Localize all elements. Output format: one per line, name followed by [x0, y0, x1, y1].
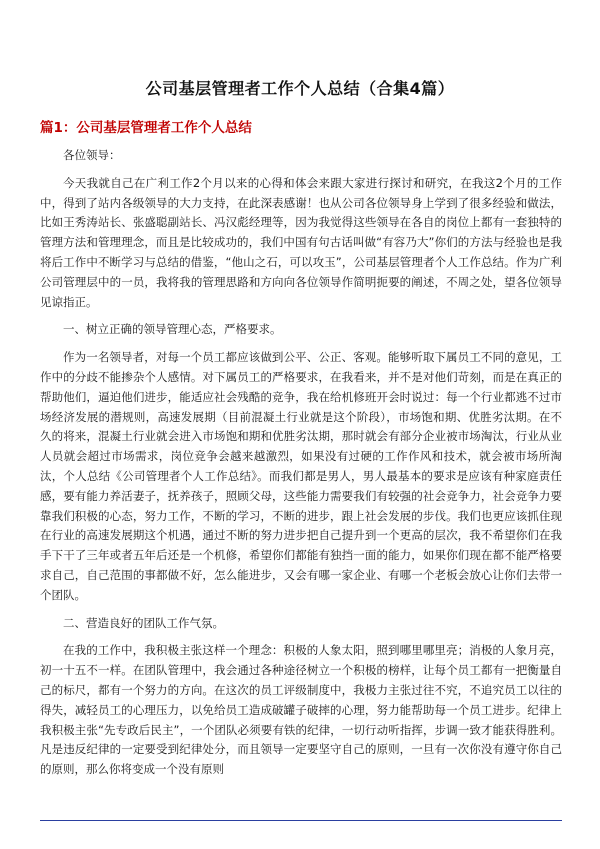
section-1-paragraph: 作为一名领导者，对每一个员工都应该做到公平、公正、客观。能够听取下属员工不同的意见，工作中的分歧不能掺杂个人感情。对下属员工的严格要求，在我看来，并不是对他们苛刻，而是在真正的帮助他们，逼迫他们进步，能适应社会残酷的竞争，我在给机修班开会时说过：每一个行业都逃不过市场经济发展的潜规则，高速发展期（目前混凝土行业就是这个阶段），市场饱和期、优胜劣汰期。在不久的将来，混凝土行业就会进入市场饱和期和优胜劣汰期，那时就会有部分企业被市场淘汰，行业从业人员就会超过市场需求，岗位竞争会越来越激烈，如果没有过硬的工作作风和技术，就会被市场所淘汰，个人总结《公司管理者个人工作总结》。而我们都是男人，男人最基本的要求是应该有种家庭责任感，要有能力养活妻子，抚养孩子，照顾父母，这些能力需要我们有较强的社会竞争力，社会竞争力要靠我们积极的心态，努力工作，不断的学习，不断的进步，跟上社会发展的步伐。我们也更应该抓住现在行业的高速发展期这个机遇，通过不断的努力进步把自己提升到一个更高的层次，我不希望你们在我手下干了三年或者五年后还是一个机修，希望你们都能有独挡一面的能力，如果你们现在都不能严格要求自己，自己范围的事都做不好，怎么能进步，又会有哪一家企业、有哪一个老板会放心让你们去带一个团队。	[40, 350, 562, 602]
section-1-heading: 一、树立正确的领导管理心态，严格要求。	[63, 322, 282, 337]
footer-divider	[40, 820, 562, 821]
document-body	[40, 146, 562, 788]
salutation: 各位领导：	[63, 148, 121, 162]
document-title: 公司基层管理者工作个人总结（合集4篇）	[145, 79, 455, 98]
section-2-paragraph: 在我的工作中，我积极主张这样一个理念：积极的人象太阳，照到哪里哪里亮；消极的人象月亮，初一十五不一样。在团队管理中，我会通过各种途径树立一个积极的榜样，让每个员工都有一把衡量自己的标尺，都有一个努力的方向。在这次的员工评级制度中，我极力主张过往不究，不追究员工以往的得失，减轻员工的心理压力，以免给员工造成破罐子破摔的心理，努力能帮助每一个员工进步。纪律上我积极主张“先专政后民主”，一个团队必须要有铁的纪律，一切行动听指挥，步调一致才能获得胜利。凡是违反纪律的一定要受到纪律处分，而且领导一定要坚守自己的原则，一旦有一次你没有遵守你自己的原则，那么你将变成一个没有原则	[40, 643, 562, 777]
document-subtitle: 篇1：公司基层管理者工作个人总结	[40, 120, 252, 136]
section-2-heading: 二、营造良好的团队工作气氛。	[63, 615, 224, 630]
intro-paragraph: 今天我就自己在广利工作2个月以来的心得和体会来跟大家进行探讨和研究，在我这2个月的工作中，得到了站内各级领导的大力支持，在此深表感谢！也从公司各位领导身上学到了很多经验和做法，比如王秀涛站长、张盛聪副站长、冯汉彪经理等，因为我觉得这些领导在各自的岗位上都有一套独特的管理方法和管理理念，而且是比较成功的，我们中国有句古话叫做“有容乃大”你们的方法与经验也是我将后工作中不断学习与总结的借鉴，“他山之石，可以攻玉”，公司基层管理者个人工作总结。作为广利公司管理层中的一员，我将我的管理思路和方向向各位领导作简明扼要的阐述，不周之处，望各位领导见谅指正。	[40, 175, 562, 309]
